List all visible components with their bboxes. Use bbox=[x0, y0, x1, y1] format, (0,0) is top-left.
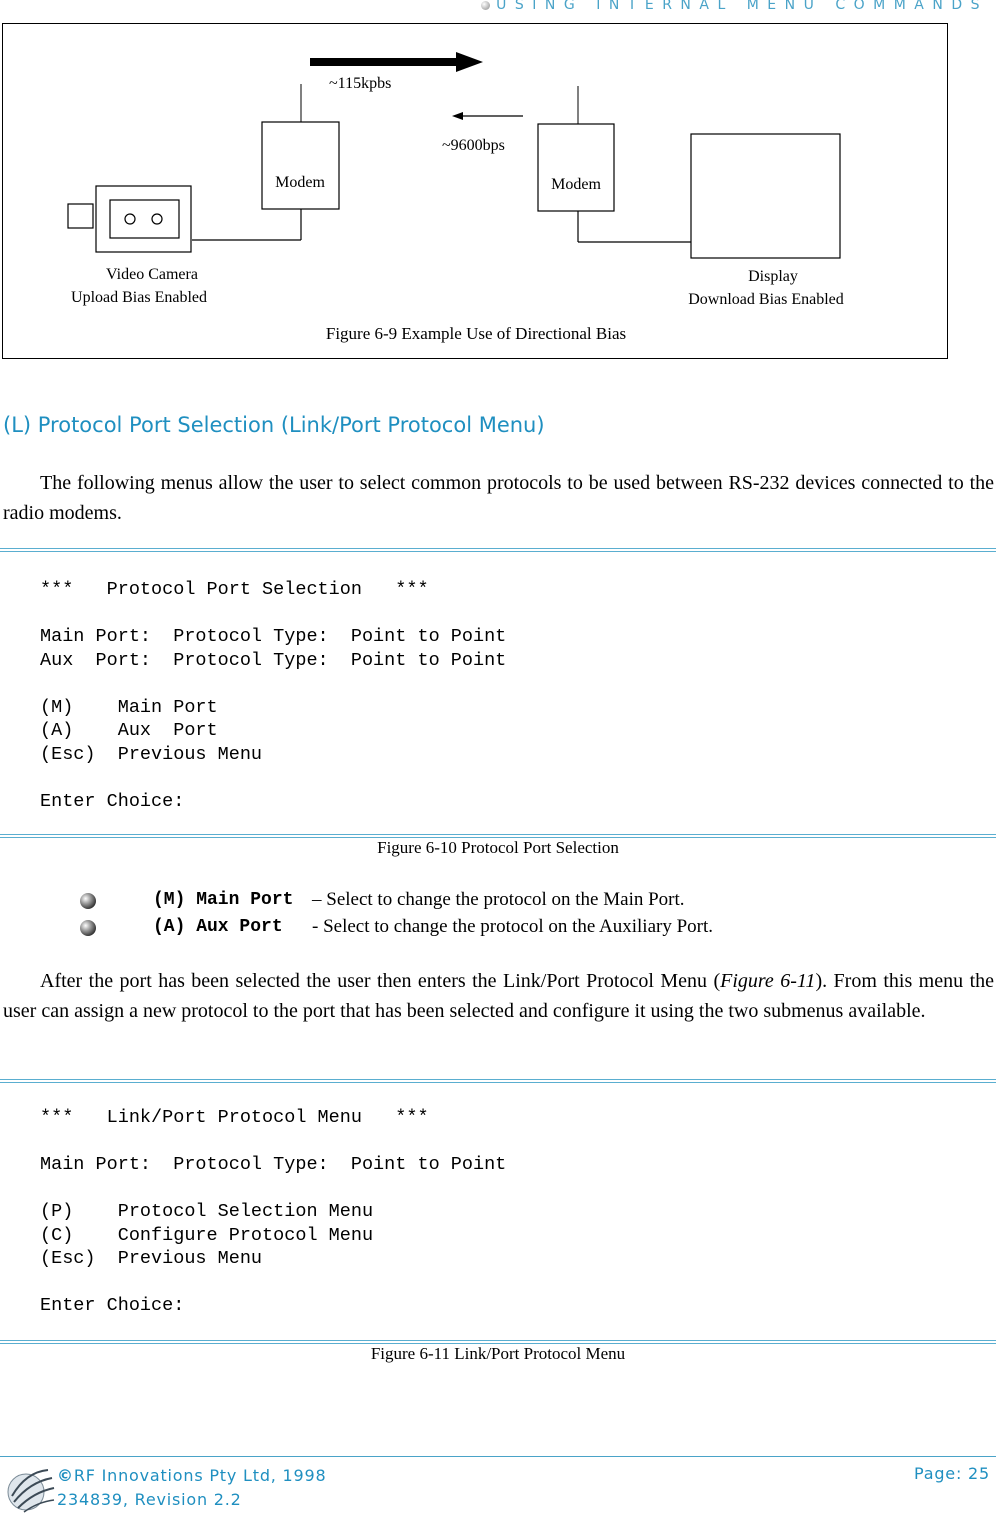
camera-bias-label: Upload Bias Enabled bbox=[71, 289, 207, 306]
text: ). From this menu the user can assign a new protocol to the port that has been selected and configure it using the two submenus available. bbox=[3, 970, 995, 1022]
menu-line: Enter Choice: bbox=[40, 790, 185, 812]
slow-rate-label: ~9600bps bbox=[442, 137, 505, 154]
running-title: USING INTERNAL MENU COMMANDS bbox=[496, 0, 988, 13]
link-port-protocol-menu bbox=[40, 1106, 506, 1318]
menu-line bbox=[40, 766, 506, 790]
divider bbox=[0, 548, 996, 549]
fast-rate-label: ~115kpbs bbox=[329, 75, 392, 92]
running-header bbox=[481, 0, 988, 13]
menu-line: (C) Configure Protocol Menu bbox=[40, 1224, 374, 1246]
slow-arrow bbox=[452, 112, 523, 120]
menu-line: (A) Aux Port bbox=[40, 720, 218, 741]
menu-line bbox=[40, 1177, 506, 1201]
bullet-key: (A) Aux Port bbox=[153, 917, 283, 937]
menu-line: (Esc) Previous Menu bbox=[40, 1248, 263, 1269]
document-revision: 234839, Revision 2.2 bbox=[57, 1490, 242, 1509]
footer-company bbox=[57, 1464, 326, 1512]
divider bbox=[0, 1079, 996, 1080]
menu-line: (Esc) Previous Menu bbox=[40, 743, 263, 765]
menu-line: Main Port: Protocol Type: Point to Point bbox=[40, 626, 507, 647]
display-label: Display bbox=[748, 268, 798, 285]
left-modem bbox=[262, 122, 339, 209]
menu-line: Main Port: Protocol Type: Point to Point bbox=[40, 1154, 507, 1175]
paragraph-link-port bbox=[3, 966, 994, 1026]
right-modem bbox=[538, 124, 614, 211]
display-icon bbox=[691, 134, 840, 258]
right-modem-label: Modem bbox=[551, 176, 601, 193]
footer-divider bbox=[0, 1456, 996, 1457]
bullet-desc: – Select to change the protocol on the Main Port. bbox=[312, 889, 685, 910]
divider bbox=[0, 1340, 996, 1341]
copyright-icon: © bbox=[57, 1466, 74, 1485]
menu-line: (P) Protocol Selection Menu bbox=[40, 1201, 374, 1222]
menu-line: *** Protocol Port Selection *** bbox=[40, 579, 429, 600]
camera-label: Video Camera bbox=[106, 266, 198, 283]
menu-line: (M) Main Port bbox=[40, 696, 218, 718]
display-bias-label: Download Bias Enabled bbox=[688, 291, 844, 308]
video-camera-icon bbox=[68, 186, 191, 252]
bullet-key: (M) Main Port bbox=[153, 890, 294, 910]
bullet-icon bbox=[80, 893, 96, 909]
fast-arrow bbox=[310, 52, 483, 72]
page-number: Page: 25 bbox=[914, 1464, 990, 1483]
menu-line bbox=[40, 672, 506, 696]
menu-line: Enter Choice: bbox=[40, 1295, 185, 1316]
figure-caption: Figure 6-10 Protocol Port Selection bbox=[377, 838, 619, 857]
bullet-icon bbox=[481, 1, 490, 10]
menu-line bbox=[40, 1130, 506, 1154]
figure-directional-bias bbox=[2, 23, 948, 359]
directional-bias-diagram bbox=[3, 24, 949, 360]
figure-reference: Figure 6-11 bbox=[720, 970, 816, 992]
company-logo-icon bbox=[4, 1462, 56, 1514]
figure-caption: Figure 6-11 Link/Port Protocol Menu bbox=[370, 1344, 626, 1363]
menu-line: *** Link/Port Protocol Menu *** bbox=[40, 1107, 429, 1128]
bullet-icon bbox=[80, 920, 96, 936]
company-name: RF Innovations Pty Ltd, 1998 bbox=[73, 1466, 327, 1485]
text: After the port has been selected the user then enters the Link/Port Protocol Menu ( bbox=[40, 970, 721, 992]
divider bbox=[0, 834, 996, 835]
menu-line bbox=[40, 602, 506, 626]
paragraph-intro: The following menus allow the user to select common protocols to be used between RS-232 devices connected to the radio modems. bbox=[3, 472, 994, 524]
figure-caption: Figure 6-9 Example Use of Directional Bias bbox=[325, 324, 627, 343]
bullet-desc: - Select to change the protocol on the Auxiliary Port. bbox=[312, 916, 714, 937]
left-modem-label: Modem bbox=[275, 174, 325, 191]
section-title: (L) Protocol Port Selection (Link/Port Protocol Menu) bbox=[3, 413, 545, 437]
menu-line: Aux Port: Protocol Type: Point to Point bbox=[40, 649, 507, 671]
protocol-port-selection-menu bbox=[40, 578, 506, 813]
menu-line bbox=[40, 1271, 506, 1295]
